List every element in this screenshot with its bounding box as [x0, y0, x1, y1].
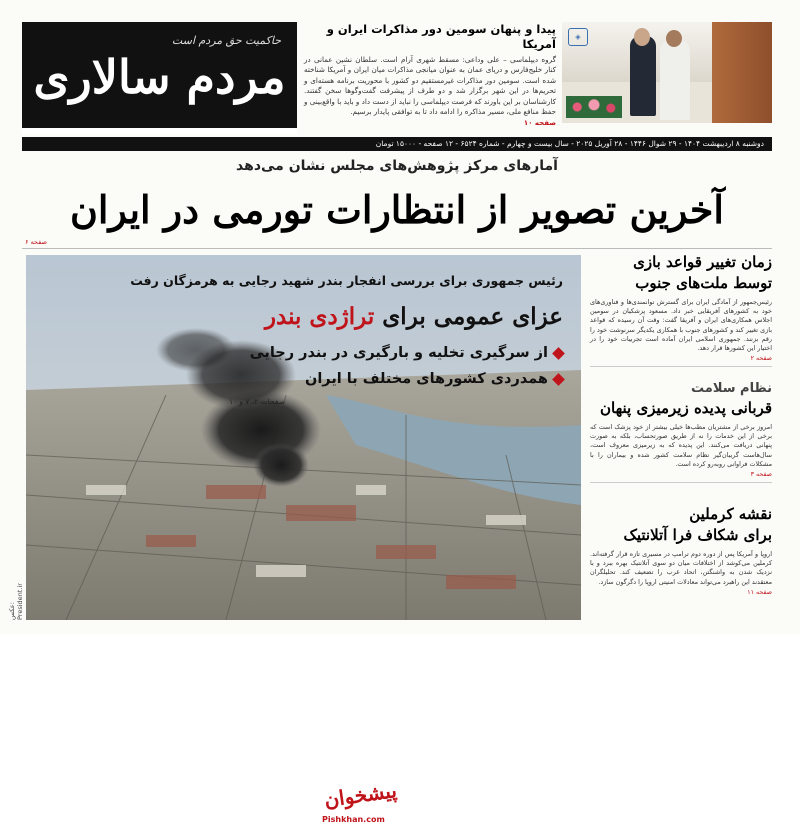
- watermark-logo: پیشخوان: [322, 778, 399, 812]
- article-title: قربانی پدیده زیرمیزی پنهان: [600, 399, 772, 417]
- top-story-title: پیدا و پنهان سومین دور مذاکرات ایران و آمریکا: [326, 22, 556, 51]
- sidebar-article: [590, 380, 772, 483]
- masthead-logo: مردم سالاری: [33, 50, 286, 104]
- bullet-diamond-icon: [552, 373, 565, 386]
- article-page-ref: صفحه ۱۱: [747, 588, 772, 596]
- article-page-ref: صفحه ۳: [750, 471, 772, 479]
- article-body: امروز برخی از مشتریان مطب‌ها خیلی بیشتر از خود پزشک است که برخی از این خدمات را نه از طریق صورتحساب، بلکه به صورت پنهانی دریافت می‌کنند. این پدیده که به زیرمیزی معروف است، سال‌هاست گریبان‌گیر نظام سلامت کشور شده و بیماران را با مشکلات فراوانی روبه‌رو کرده است.: [590, 423, 772, 468]
- article-page-ref: صفحه ۲: [750, 355, 772, 363]
- top-story: [304, 22, 556, 134]
- headline-page-ref: صفحه ۶: [25, 238, 48, 246]
- sidebar-article: [590, 252, 772, 367]
- article-title: زمان تغییر قواعد بازی: [633, 253, 772, 271]
- main-headline: آخرین تصویر از انتظارات تورمی در ایران: [70, 187, 724, 232]
- divider: [22, 248, 772, 249]
- photo-story-bullet: از سرگیری تخلیه و بارگیری در بندر رجایی: [250, 345, 563, 361]
- photo-story-subtitle: رئیس جمهوری برای بررسی انفجار بندر شهید رجایی به هرمزگان رفت: [130, 273, 563, 288]
- top-story-page-ref: صفحه ۱۰: [523, 119, 556, 128]
- article-title: نقشه کرملین: [689, 505, 772, 523]
- top-story-photo: [562, 22, 772, 123]
- article-body: اروپا و آمریکا پس از دوره دوم ترامپ در مسیری تازه قرار گرفته‌اند. کرملین می‌کوشد از اختلافات میان دو سوی آتلانتیک بهره ببرد و با نزدیک شدن به واشنگتن، اتحاد غرب را تضعیف کند. تحلیلگران معتقدند این راهبرد می‌تواند معادلات امنیتی اروپا را دگرگون سازد.: [590, 550, 772, 586]
- photo-story-pages: صفحات ۲، ۷ و ۱۰: [228, 397, 285, 406]
- headline-kicker: آمارهای مرکز پژوهش‌های مجلس نشان می‌دهد: [236, 158, 558, 174]
- bullet-diamond-icon: [552, 347, 565, 360]
- photo-credit: عکس: President.ir: [8, 583, 24, 620]
- article-body: رئیس‌جمهور از آمادگی ایران برای گسترش توانمندی‌ها و فناوری‌های خود به کشورهای آفریقایی خبر داد. مسعود پزشکیان در سومین اجلاس همکاری‌های ایران و آفریقا گفت: وقت آن رسیده که قواعد بازی تغییر کند و کشورهای جنوب با همکاری یکدیگر سرنوشت خود را رقم بزنند. جمهوری اسلامی ایران آماده است تجربیات خود را در اختیار این کشورها قرار دهد.: [590, 298, 772, 353]
- photo-story-bullet: همدردی کشورهای مختلف با ایران: [305, 371, 563, 387]
- sidebar-article: [590, 504, 772, 596]
- masthead-slogan: حاکمیت حق مردم است: [171, 34, 281, 47]
- article-title-line2: توسط ملت‌های جنوب: [635, 274, 772, 292]
- emblem-icon: ◈: [568, 28, 588, 46]
- port-explosion-photo: [26, 255, 581, 824]
- article-title-line2: برای شکاف فرا آتلانتیک: [623, 526, 772, 544]
- article-kicker: نظام سلامت: [691, 381, 772, 396]
- masthead-divider: [22, 128, 297, 134]
- masthead: [22, 22, 297, 134]
- watermark-url: Pishkhan.com: [322, 815, 385, 824]
- top-story-lead: گروه دیپلماسی – علی وداعی: مسقط شهری آرام است. سلطان نشین عمانی در کنار خلیج‌فارس و دریای عمان به عنوان میانجی مذاکرات میان ایران و آمریکا شناخته شده است. سومین دور مذاکرات غیرمستقیم دو کشور با محوریت برنامه هسته‌ای و تحریم‌ها در این شهر برگزار شد و دو طرف از پیشرفت گفت‌وگوها سخن گفتند. کارشناسان بر این باورند که فرصت دیپلماسی را نباید از دست داد و باید با واقع‌بینی و حفظ منافع ملی، مسیر مذاکره را ادامه داد تا به توافقی پایدار برسیم.: [304, 55, 556, 117]
- dateline: دوشنبه ۸ اردیبهشت ۱۴۰۴ - ۲۹ شوال ۱۴۴۶ - ۲۸ آوریل ۲۰۲۵ - سال بیست و چهارم - شماره ۶۵۲۴ - ۱۲ صفحه - ۱۵۰۰۰ تومان: [22, 137, 772, 151]
- photo-story-title: عزای عمومی برای تراژدی بندر: [264, 303, 563, 330]
